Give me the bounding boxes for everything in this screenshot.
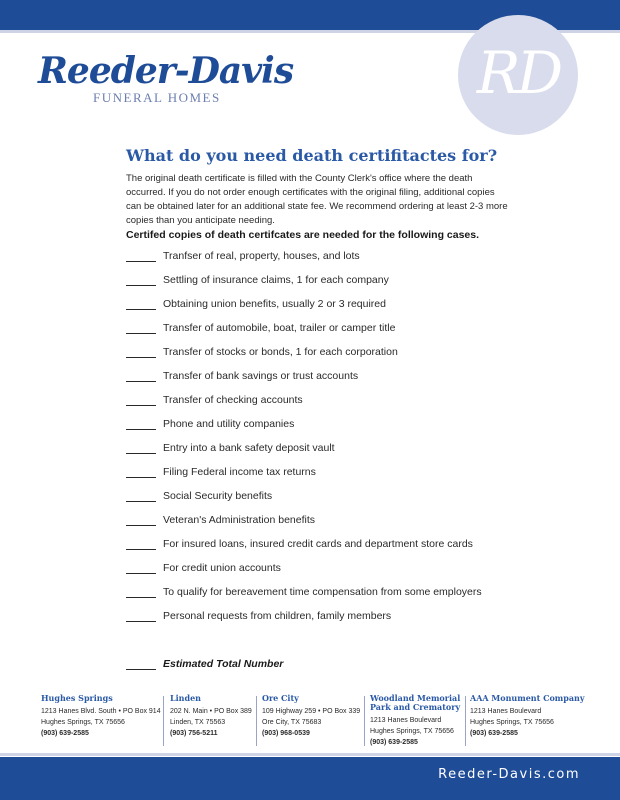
list-item-label: For insured loans, insured credit cards and department store cards [163, 538, 473, 550]
fill-in-blank[interactable] [126, 357, 156, 358]
location-name: Hughes Springs [41, 693, 113, 703]
location-city: Ore City, TX 75683 [262, 719, 322, 726]
footer-divider [256, 696, 257, 746]
list-item-label: Transfer of automobile, boat, trailer or camper title [163, 322, 396, 334]
location-hughes-springs [41, 694, 161, 739]
list-item-label: Obtaining union benefits, usually 2 or 3 required [163, 298, 386, 310]
location-city: Hughes Springs, TX 75656 [370, 728, 454, 735]
location-address: 1213 Hanes Boulevard [470, 708, 542, 715]
list-item-label: Phone and utility companies [163, 418, 295, 430]
location-name: AAA Monument Company [470, 693, 585, 703]
footer-divider [163, 696, 164, 746]
bottom-stripe [0, 753, 620, 756]
fill-in-blank[interactable] [126, 333, 156, 334]
website-link[interactable]: Reeder-Davis.com [438, 767, 580, 782]
location-city: Linden, TX 75563 [170, 719, 226, 726]
total-fill-in-blank[interactable] [126, 669, 156, 670]
fill-in-blank[interactable] [126, 261, 156, 262]
fill-in-blank[interactable] [126, 501, 156, 502]
intro-paragraph: The original death certificate is filled with the County Clerk's office where the death occurred. If you do not order enough certificates with the original filing, additional copies can be obtained later for an additional state fee. We recommend ordering at least 2-3 more copies than you anticipate needing. [126, 173, 508, 226]
location-woodland-memorial [370, 694, 462, 748]
list-item-label: Personal requests from children, family members [163, 610, 392, 622]
list-item-label: Tranfser of real, property, houses, and lots [163, 250, 360, 262]
list-item-label: Transfer of checking accounts [163, 394, 303, 406]
location-address: 109 Highway 259 • PO Box 339 [262, 708, 361, 715]
page-title: What do you need death certifitactes for? [126, 146, 498, 165]
list-item-label: Filing Federal income tax returns [163, 466, 316, 478]
location-city: Hughes Springs, TX 75656 [41, 719, 125, 726]
location-name: Linden [170, 693, 201, 703]
estimated-total-label: Estimated Total Number [163, 658, 284, 670]
location-phone[interactable]: (903) 968-0539 [262, 730, 310, 737]
fill-in-blank[interactable] [126, 309, 156, 310]
fill-in-blank[interactable] [126, 405, 156, 406]
location-address: 1213 Hanes Blvd. South • PO Box 914 [41, 708, 161, 715]
location-phone[interactable]: (903) 756-5211 [170, 730, 218, 737]
location-aaa-monument [470, 694, 585, 739]
footer-divider [364, 696, 365, 746]
fill-in-blank[interactable] [126, 573, 156, 574]
location-name: Ore City [262, 693, 299, 703]
list-item-label: For credit union accounts [163, 562, 281, 574]
list-item-label: Entry into a bank safety deposit vault [163, 442, 335, 454]
list-item-label: Settling of insurance claims, 1 for each company [163, 274, 389, 286]
list-item-label: Veteran's Administration benefits [163, 514, 316, 526]
monogram-text: RD [476, 39, 560, 107]
monogram-logo [458, 15, 578, 135]
fill-in-blank[interactable] [126, 285, 156, 286]
brand-name: Reeder-Davis [38, 50, 294, 92]
location-linden [170, 694, 252, 739]
list-item-label: Social Security benefits [163, 490, 273, 502]
list-item-label: Transfer of stocks or bonds, 1 for each corporation [163, 346, 398, 358]
list-heading: Certifed copies of death certifcates are needed for the following cases. [126, 229, 480, 241]
location-city: Hughes Springs, TX 75656 [470, 719, 554, 726]
footer-divider [465, 696, 466, 746]
list-item-label: To qualify for bereavement time compensation from some employers [163, 586, 482, 598]
list-item-label: Transfer of bank savings or trust accounts [163, 370, 359, 382]
brand-subtitle: FUNERAL HOMES [93, 90, 221, 105]
fill-in-blank[interactable] [126, 381, 156, 382]
location-ore-city [262, 694, 360, 739]
fill-in-blank[interactable] [126, 549, 156, 550]
fill-in-blank[interactable] [126, 525, 156, 526]
fill-in-blank[interactable] [126, 429, 156, 430]
location-phone[interactable]: (903) 639-2585 [370, 739, 418, 746]
location-address: 1213 Hanes Boulevard [370, 717, 442, 724]
location-name: Woodland Memorial Park and Crematory [370, 693, 461, 712]
fill-in-blank[interactable] [126, 621, 156, 622]
fill-in-blank[interactable] [126, 477, 156, 478]
location-phone[interactable]: (903) 639-2585 [470, 730, 518, 737]
location-address: 202 N. Main • PO Box 389 [170, 708, 252, 715]
fill-in-blank[interactable] [126, 597, 156, 598]
fill-in-blank[interactable] [126, 453, 156, 454]
location-phone[interactable]: (903) 639-2585 [41, 730, 89, 737]
